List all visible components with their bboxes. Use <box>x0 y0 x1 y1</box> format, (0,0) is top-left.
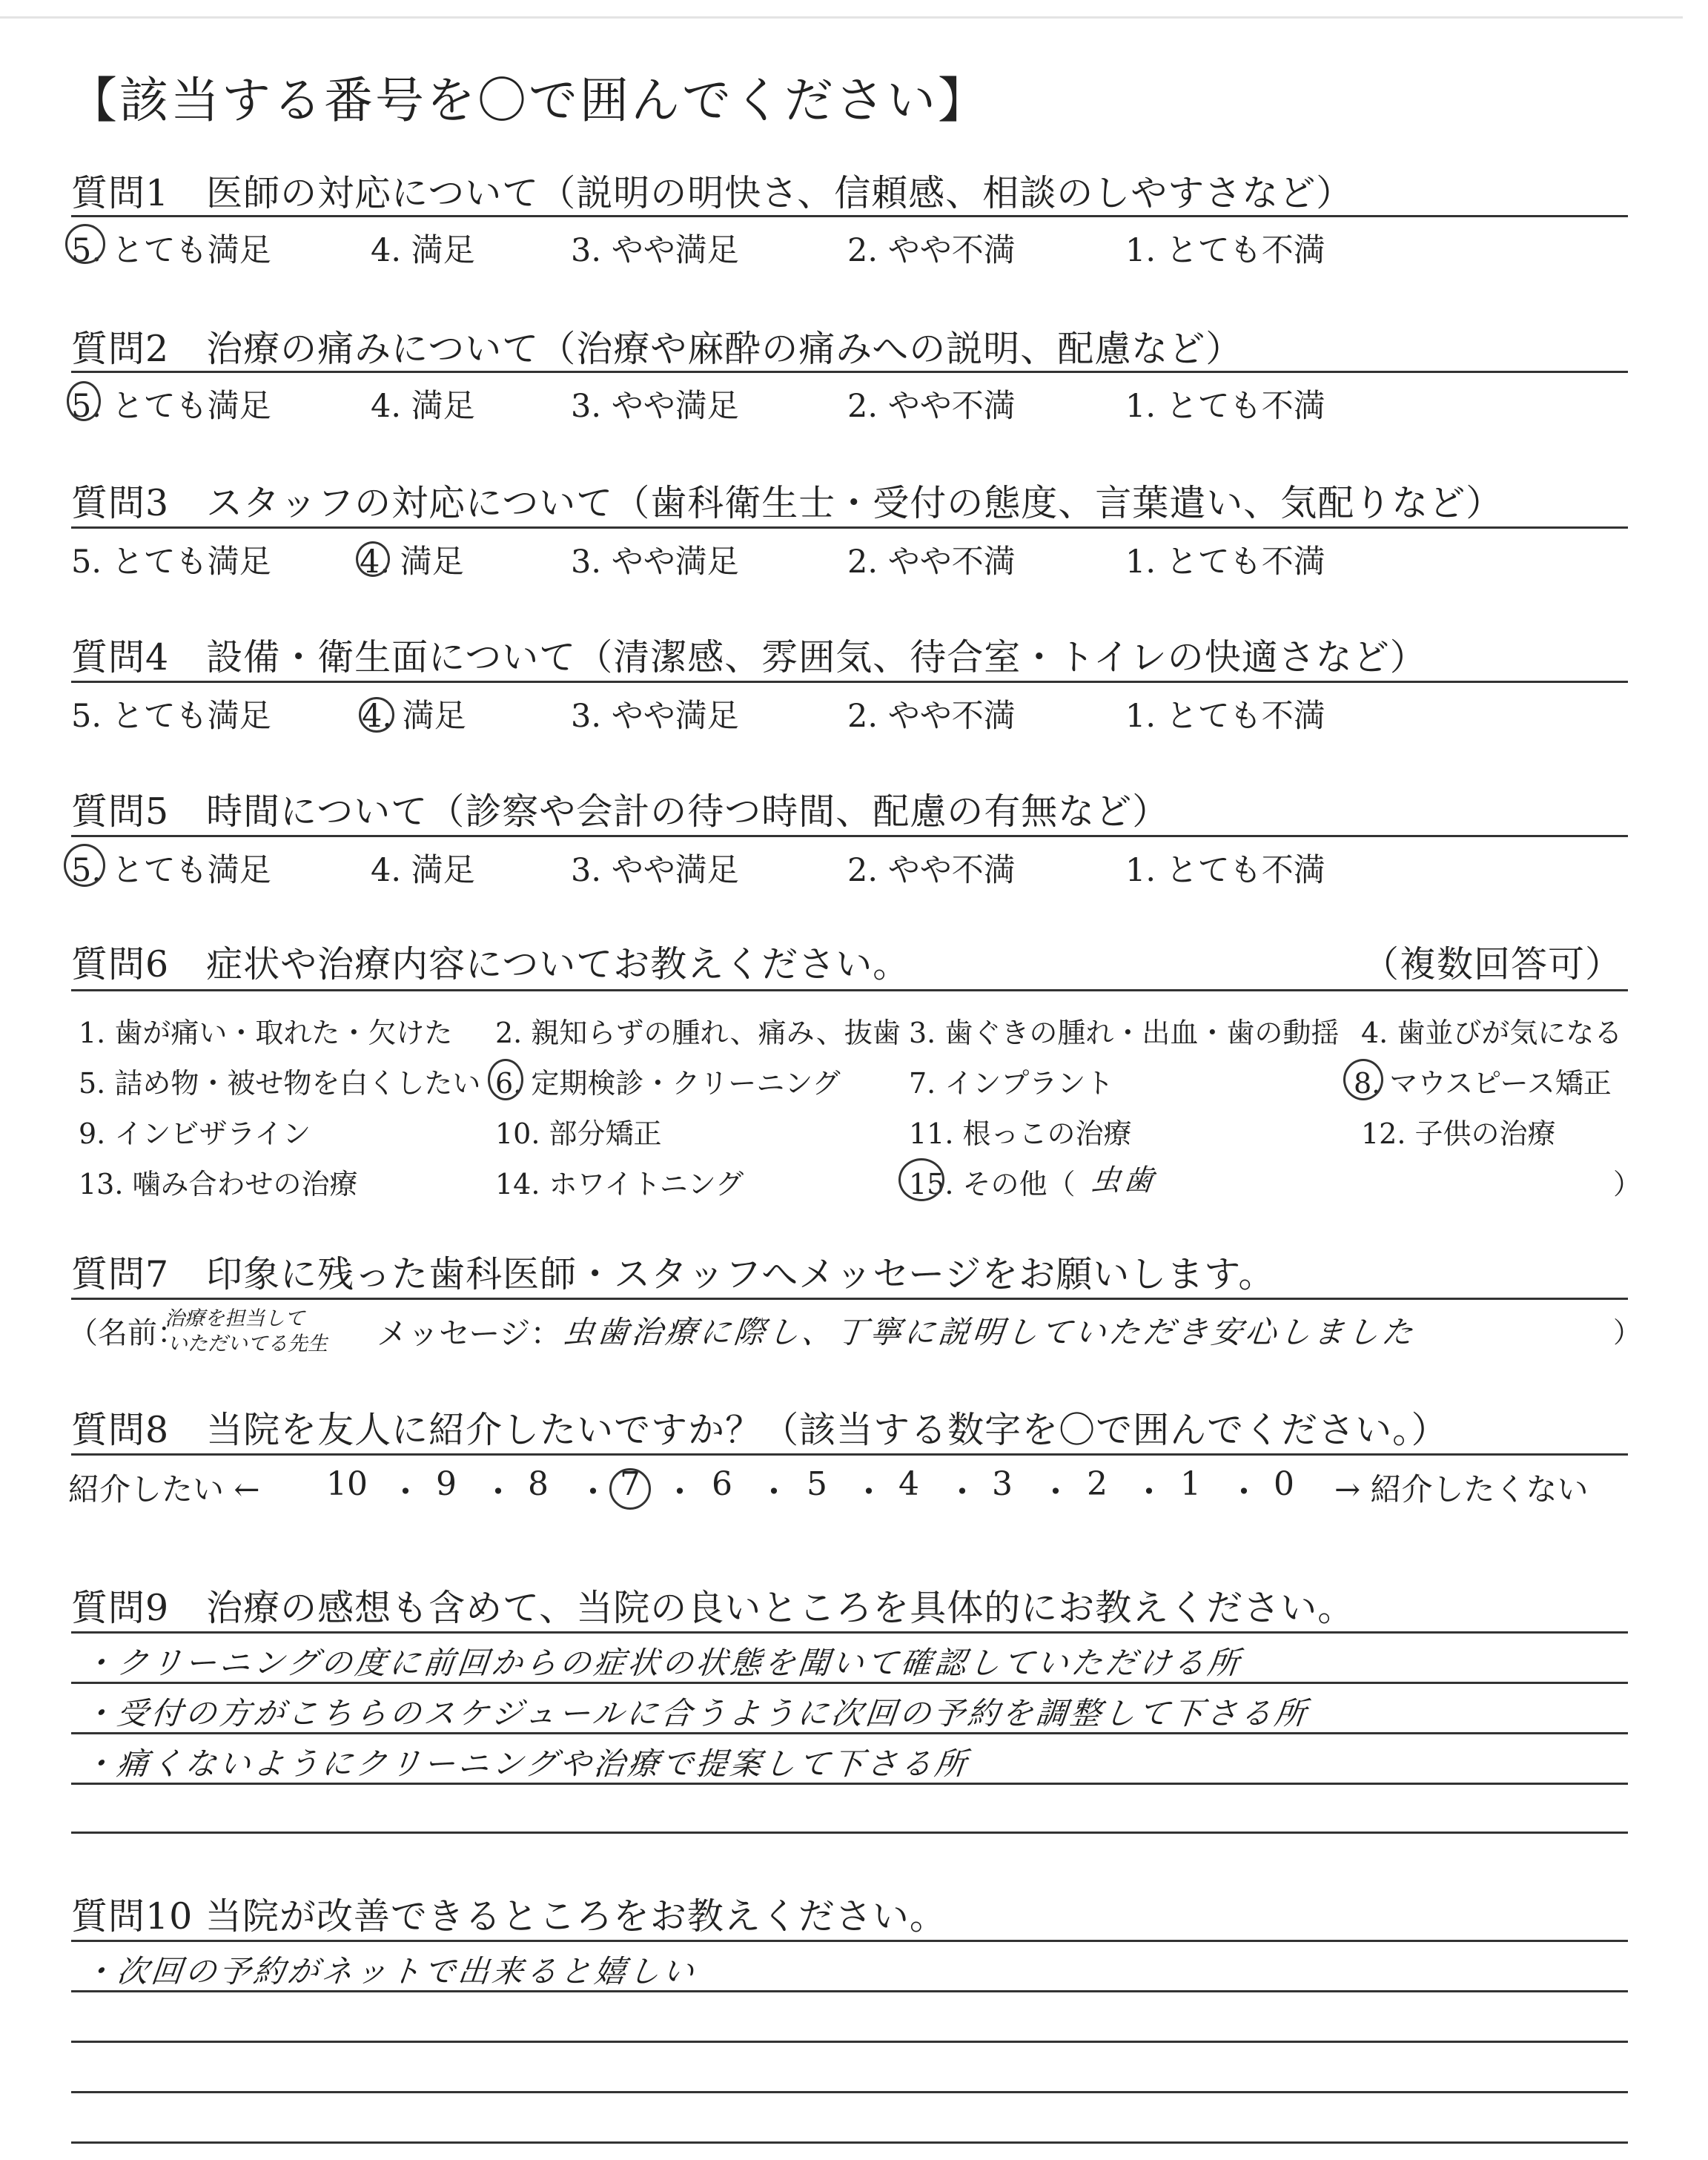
q3-option-3[interactable]: 3. やや満足 <box>571 544 739 581</box>
q2-selection-circle <box>67 381 101 421</box>
q8-scale-6[interactable]: 6 <box>712 1465 732 1503</box>
q6-item-15[interactable]: 15. その他（ <box>909 1168 1076 1200</box>
q7-name-line1: 治療を担当して <box>165 1307 305 1330</box>
q1-option-4[interactable]: 4. 満足 <box>371 232 475 269</box>
q6-item-3[interactable]: 3. 歯ぐきの腫れ・出血・歯の動揺 <box>909 1017 1340 1049</box>
q8-scale-8[interactable]: 8 <box>528 1465 549 1503</box>
q9-answer-1: ・クリーニングの度に前回からの症状の状態を聞いて確認していただける所 <box>81 1645 1244 1681</box>
q8-rule <box>71 1453 1628 1456</box>
q8-scale-sep: ・ <box>1039 1473 1072 1511</box>
q10-title: 質問10 当院が改善できるところをお教えください。 <box>71 1895 947 1938</box>
q3-option-2[interactable]: 2. やや不満 <box>847 544 1016 581</box>
q2-option-2[interactable]: 2. やや不満 <box>847 388 1016 425</box>
q6-item-10[interactable]: 10. 部分矯正 <box>495 1117 662 1150</box>
q8-scale-0[interactable]: 0 <box>1274 1465 1294 1503</box>
q8-scale-3[interactable]: 3 <box>992 1465 1013 1503</box>
q8-scale-5[interactable]: 5 <box>807 1465 827 1503</box>
q1-title: 質問1 医師の対応について（説明の明快さ、信頼感、相談のしやすさなど） <box>71 172 1354 214</box>
q4-rule <box>71 681 1628 683</box>
q2-option-1[interactable]: 1. とても不満 <box>1125 388 1325 425</box>
q9-answer-3: ・痛くないようにクリーニングや治療で提案して下さる所 <box>81 1745 971 1782</box>
q6-other-handwritten: 虫歯 <box>1089 1163 1159 1198</box>
q1-option-1[interactable]: 1. とても不満 <box>1125 232 1325 269</box>
q5-title: 質問5 時間について（診察や会計の待つ時間、配慮の有無など） <box>71 790 1170 833</box>
q6-item-9[interactable]: 9. インビザライン <box>79 1117 311 1150</box>
q8-selection-circle <box>609 1468 651 1510</box>
q8-scale-sep: ・ <box>577 1473 609 1511</box>
q5-selection-circle <box>64 844 105 887</box>
q4-selection-circle <box>359 697 394 733</box>
q9-answer-2: ・受付の方がこちらのスケジュールに合うように次回の予約を調整して下さる所 <box>81 1695 1311 1731</box>
q7-close: ） <box>1613 1316 1642 1349</box>
q10-answer-1: ・次回の予約がネットで出来ると嬉しい <box>81 1953 699 1989</box>
q6-circle-15 <box>898 1158 944 1201</box>
q6-circle-6 <box>488 1059 523 1100</box>
q5-option-5[interactable]: 5. とても満足 <box>71 852 271 889</box>
q8-scale-sep: ・ <box>758 1473 790 1511</box>
q8-scale-sep: ・ <box>389 1473 422 1511</box>
q8-scale-sep: ・ <box>1133 1473 1165 1511</box>
q2-option-5[interactable]: 5. とても満足 <box>71 388 271 425</box>
q1-option-3[interactable]: 3. やや満足 <box>571 232 739 269</box>
q8-scale-sep: ・ <box>482 1473 514 1511</box>
q6-item-14[interactable]: 14. ホワイトニング <box>495 1168 744 1200</box>
q8-scale-1[interactable]: 1 <box>1180 1465 1201 1503</box>
q1-rule <box>71 215 1628 217</box>
q8-scale-sep: ・ <box>946 1473 979 1511</box>
q10-rule-5 <box>71 2141 1628 2144</box>
q1-option-5[interactable]: 5. とても満足 <box>71 232 271 269</box>
q2-option-4[interactable]: 4. 満足 <box>371 388 475 425</box>
q9-rule-1 <box>71 1631 1628 1634</box>
q9-rule-5 <box>71 1832 1628 1834</box>
q3-title: 質問3 スタッフの対応について（歯科衛生士・受付の態度、言葉遣い、気配りなど） <box>71 482 1503 524</box>
q6-circle-8 <box>1343 1059 1383 1100</box>
q6-item-5[interactable]: 5. 詰め物・被せ物を白くしたい <box>79 1067 481 1100</box>
q1-selection-circle <box>65 224 105 264</box>
q8-scale-7[interactable]: 7 <box>620 1465 640 1503</box>
q7-message-label: メッセージ： <box>377 1315 562 1352</box>
q6-item-11[interactable]: 11. 根っこの治療 <box>909 1117 1132 1150</box>
q2-title: 質問2 治療の痛みについて（治療や麻酔の痛みへの説明、配慮など） <box>71 328 1243 370</box>
q5-rule <box>71 835 1628 837</box>
q4-option-1[interactable]: 1. とても不満 <box>1125 698 1325 735</box>
q6-other-close: ） <box>1613 1168 1642 1200</box>
q9-title: 質問9 治療の感想も含めて、当院の良いところを具体的にお教えください。 <box>71 1587 1355 1629</box>
q6-title: 質問6 症状や治療内容についてお教えください。 <box>71 943 910 985</box>
q4-option-5[interactable]: 5. とても満足 <box>71 698 271 735</box>
q6-rule <box>71 989 1628 991</box>
q6-item-6[interactable]: 6. 定期検診・クリーニング <box>495 1067 841 1100</box>
page-header: 【該当する番号を〇で囲んでください】 <box>68 72 989 129</box>
scan-top-edge <box>0 16 1683 19</box>
q5-option-1[interactable]: 1. とても不満 <box>1125 852 1325 889</box>
q5-option-3[interactable]: 3. やや満足 <box>571 852 739 889</box>
q5-option-2[interactable]: 2. やや不満 <box>847 852 1016 889</box>
q6-note: （複数回答可） <box>1363 943 1623 985</box>
q6-item-7[interactable]: 7. インプラント <box>909 1067 1114 1100</box>
q10-rule-1 <box>71 1940 1628 1942</box>
q6-item-2[interactable]: 2. 親知らずの腫れ、痛み、抜歯 <box>495 1017 901 1049</box>
q8-scale-4[interactable]: 4 <box>898 1465 919 1503</box>
q8-scale-sep: ・ <box>663 1473 696 1511</box>
q10-rule-3 <box>71 2041 1628 2043</box>
q3-option-5[interactable]: 5. とても満足 <box>71 544 271 581</box>
q7-message-text: 虫歯治療に際し、丁寧に説明していただき安心しました <box>561 1314 1418 1350</box>
q8-title: 質問8 当院を友人に紹介したいですか？（該当する数字を〇で囲んでください。） <box>71 1409 1449 1451</box>
q4-option-2[interactable]: 2. やや不満 <box>847 698 1016 735</box>
q5-option-4[interactable]: 4. 満足 <box>371 852 475 889</box>
q2-option-3[interactable]: 3. やや満足 <box>571 388 739 425</box>
q8-scale-sep: ・ <box>1228 1473 1260 1511</box>
q6-item-13[interactable]: 13. 噛み合わせの治療 <box>79 1168 358 1200</box>
q10-rule-4 <box>71 2091 1628 2093</box>
q8-scale-sep: ・ <box>853 1473 885 1511</box>
q3-selection-circle <box>356 541 390 577</box>
q6-item-8[interactable]: 8. マウスピース矯正 <box>1354 1067 1612 1100</box>
q6-item-1[interactable]: 1. 歯が痛い・取れた・欠けた <box>79 1017 453 1049</box>
q1-option-2[interactable]: 2. やや不満 <box>847 232 1016 269</box>
q4-option-4[interactable]: 4. 満足 <box>362 698 466 735</box>
q7-rule <box>71 1298 1628 1300</box>
q4-option-3[interactable]: 3. やや満足 <box>571 698 739 735</box>
q8-scale-9[interactable]: 9 <box>436 1465 457 1503</box>
q7-name-label: （名前： <box>68 1316 187 1350</box>
q4-title: 質問4 設備・衛生面について（清潔感、雰囲気、待合室・トイレの快適さなど） <box>71 636 1427 678</box>
q3-option-1[interactable]: 1. とても不満 <box>1125 544 1325 581</box>
q7-title: 質問7 印象に残った歯科医師・スタッフへメッセージをお願いします。 <box>71 1253 1276 1295</box>
q6-item-12[interactable]: 12. 子供の治療 <box>1361 1117 1556 1150</box>
q7-name-line2: いただいてる先生 <box>168 1332 328 1355</box>
q8-scale-2[interactable]: 2 <box>1087 1465 1108 1503</box>
q8-scale-10[interactable]: 10 <box>326 1465 368 1503</box>
q3-rule <box>71 526 1628 529</box>
q8-left-label: 紹介したい ← <box>68 1471 260 1507</box>
q8-right-label: → 紹介したくない <box>1334 1471 1589 1507</box>
q3-option-4[interactable]: 4. 満足 <box>360 544 464 581</box>
q6-item-4[interactable]: 4. 歯並びが気になる <box>1361 1017 1623 1049</box>
q2-rule <box>71 371 1628 373</box>
